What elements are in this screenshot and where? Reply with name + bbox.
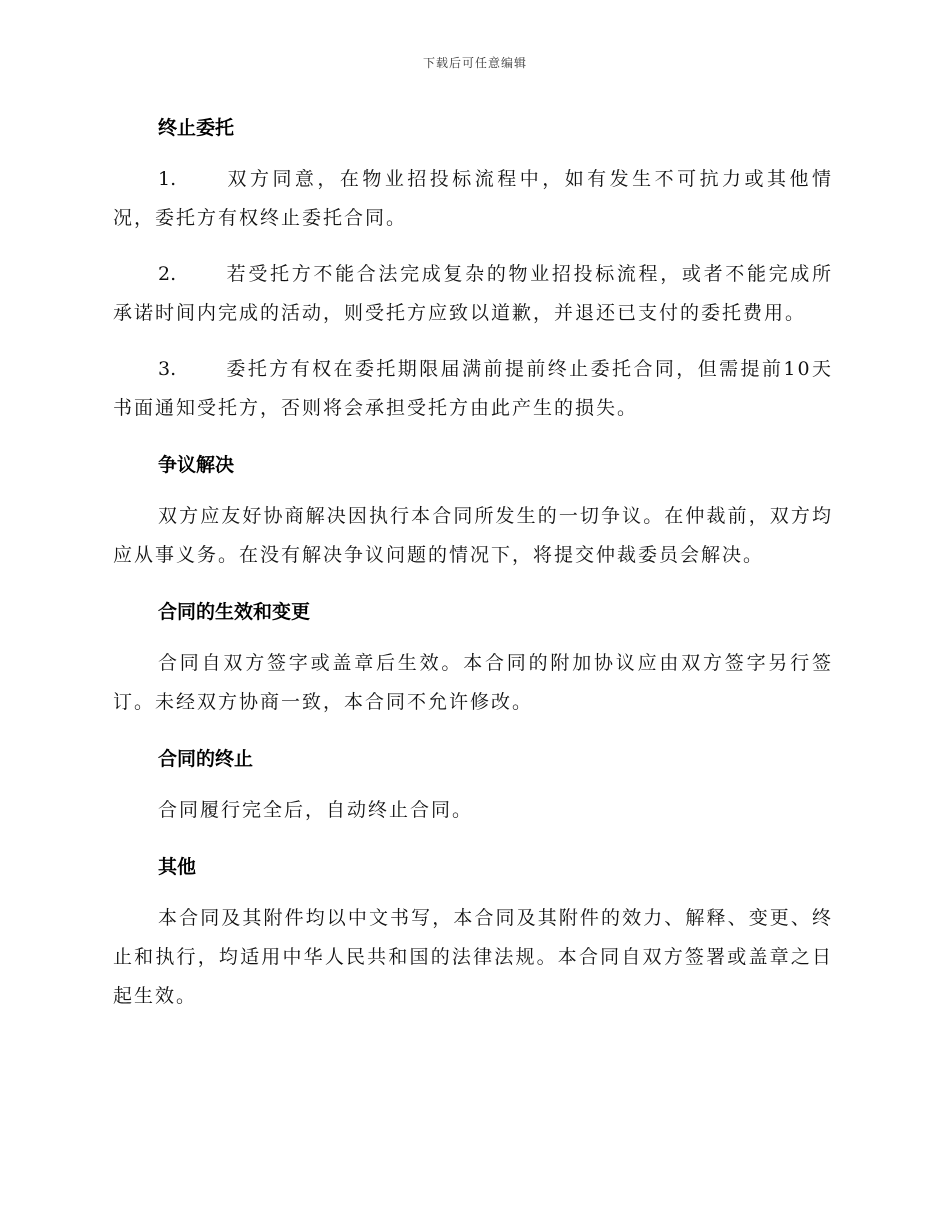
list-item-number: 1. xyxy=(158,168,177,190)
page-header: 下载后可任意编辑 xyxy=(422,56,527,70)
section-text-end: 合同履行完全后，自动终止合同。 xyxy=(158,799,474,821)
list-item xyxy=(113,350,833,428)
section-title-effect: 合同的生效和变更 xyxy=(158,601,311,623)
section-text-other: 本合同及其附件均以中文书写，本合同及其附件的效力、解释、变更、终止和执行，均适用中华人民共和国的法律法规。本合同自双方签署或盖章之日起生效。 xyxy=(113,907,833,1007)
list-item-number: 2. xyxy=(158,263,177,285)
list-item xyxy=(113,255,833,333)
list-item-text: 若受托方不能合法完成复杂的物业招投标流程，或者不能完成所承诺时间内完成的活动，则受托方应致以道歉，并退还已支付的委托费用。 xyxy=(113,263,833,324)
list-item-text: 双方同意，在物业招投标流程中，如有发生不可抗力或其他情况，委托方有权终止委托合同。 xyxy=(113,168,833,229)
section-text-dispute: 双方应友好协商解决因执行本合同所发生的一切争议。在仲裁前，双方均应从事义务。在没有解决争议问题的情况下，将提交仲裁委员会解决。 xyxy=(113,505,833,566)
list-item-number: 3. xyxy=(158,358,177,380)
section-title-dispute: 争议解决 xyxy=(158,454,235,476)
document-body xyxy=(113,108,833,1033)
list-item xyxy=(113,160,833,238)
section-title-other: 其他 xyxy=(158,856,197,878)
section-title-end: 合同的终止 xyxy=(158,748,254,770)
section-title-termination: 终止委托 xyxy=(158,117,235,139)
section-text-effect: 合同自双方签字或盖章后生效。本合同的附加协议应由双方签字另行签订。未经双方协商一致，本合同不允许修改。 xyxy=(113,652,833,713)
list-item-text: 委托方有权在委托期限届满前提前终止委托合同，但需提前10天书面通知受托方，否则将会承担受托方由此产生的损失。 xyxy=(113,358,833,419)
